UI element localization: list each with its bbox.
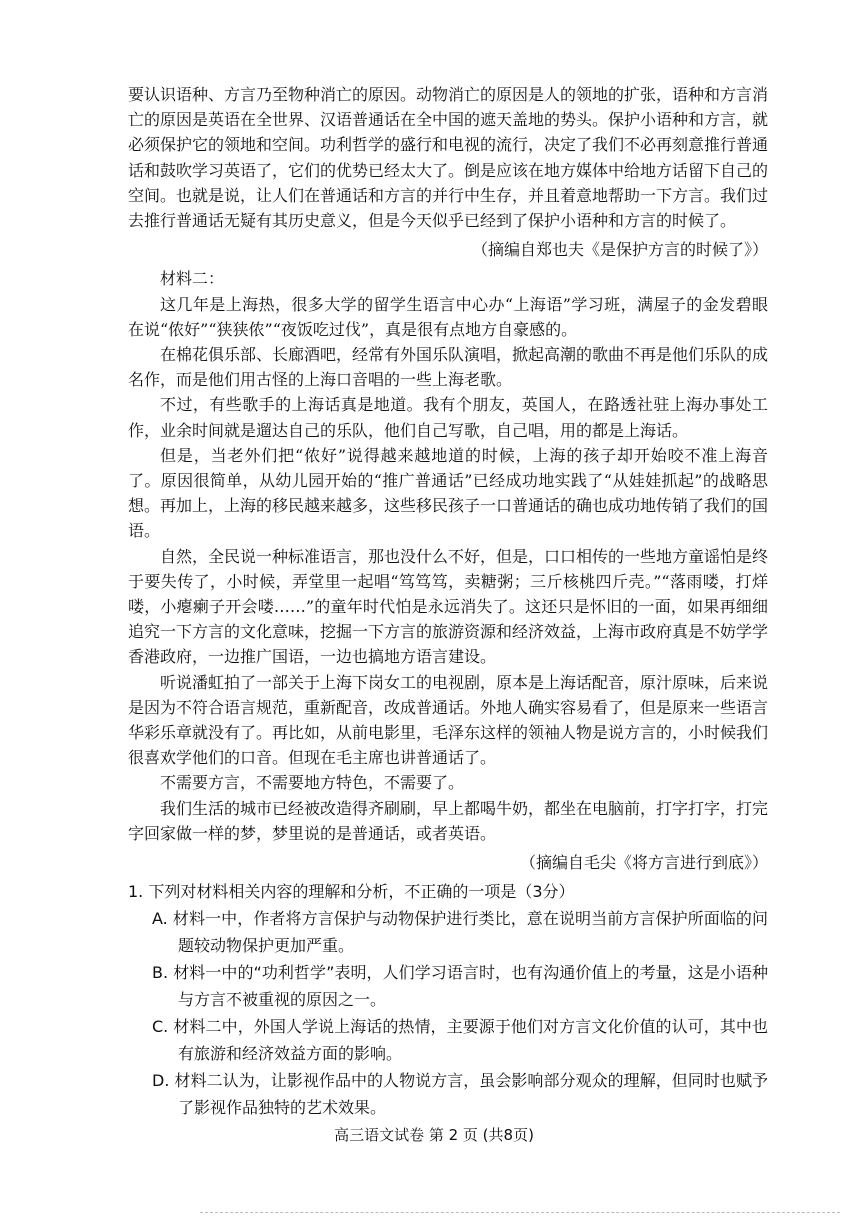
material1-source: （摘编自郑也夫《是保护方言的时候了》） xyxy=(471,240,768,260)
material2-paragraph: 不需要方言，不需要地方特色，不需要了。 xyxy=(160,773,465,793)
scan-edge-divider xyxy=(200,1212,840,1213)
material1-tail-paragraph: 要认识语种、方言乃至物种消亡的原因。动物消亡的原因是人的领地的扩张，语种和方言消亡的原因是英语在全世界、汉语普通话在全中国的遮天盖地的势头。保护小语种和方言，就必须保护它的领地和空间。功利哲学的盛行和电视的流行，决定了我们不必再刻意推行普通话和鼓吹学习英语了，它们的优势已经太大了。倒是应该在地方媒体中给地方话留下自己的空间。也就是说，让人们在普通话和方言的并行中生存，并且着意地帮助一下方言。我们过去推行普通话无疑有其历史意义，但是今天似乎已经到了保护小语种和方言的时候了。 xyxy=(128,85,769,231)
material2-paragraph: 听说潘虹拍了一部关于上海下岗女工的电视剧，原本是上海话配音，原汁原味，后来说是因为不符合语言规范，重新配音，改成普通话。外地人确实容易看了，但是原来一些语言华彩乐章就没有了。再比如，从前电影里，毛泽东这样的领袖人物是说方言的，小时候我们很喜欢学他们的口音。但现在毛主席也讲普通话了。 xyxy=(128,672,769,768)
page-footer: 高三语文试卷 第 2 页 (共8页) xyxy=(334,1126,534,1144)
question-1-option-d: D. 材料二认为，让影视作品中的人物说方言，虽会影响部分观众的理解，但同时也赋予了影视作品独特的艺术效果。 xyxy=(152,1071,768,1118)
question-1-option-b: B. 材料一中的“功利哲学”表明，人们学习语言时，也有沟通价值上的考量，这是小语种与方言不被重视的原因之一。 xyxy=(152,963,768,1010)
material2-paragraph: 但是，当老外们把“侬好”说得越来越地道的时候，上海的孩子却开始咬不准上海音了。原因很简单，从幼儿园开始的“推广普通话”已经成功地实践了“从娃娃抓起”的战略思想。再加上，上海的移民越来越多，这些移民孩子一口普通话的确也成功地传销了我们的国语。 xyxy=(128,445,769,541)
question-1 xyxy=(128,879,768,1121)
material2-source: （摘编自毛尖《将方言进行到底》） xyxy=(519,853,768,873)
question-1-option-c: C. 材料二中，外国人学说上海话的热情，主要源于他们对方言文化价值的认可，其中也有旅游和经济效益方面的影响。 xyxy=(152,1017,768,1064)
material2-heading: 材料二： xyxy=(160,269,225,289)
question-1-option-a: A. 材料一中，作者将方言保护与动物保护进行类比，意在说明当前方言保护所面临的问题较动物保护更加严重。 xyxy=(152,909,768,956)
material2-paragraph: 在棉花俱乐部、长廊酒吧，经常有外国乐队演唱，掀起高潮的歌曲不再是他们乐队的成名作，而是他们用古怪的上海口音唱的一些上海老歌。 xyxy=(128,345,769,390)
material2-paragraph: 自然，全民说一种标准语言，那也没什么不好，但是，口口相传的一些地方童谣怕是终于要失传了，小时候，弄堂里一起唱“笃笃笃，卖糖粥；三斤核桃四斤壳。”“落雨喽，打烊喽，小瘪瘌子开会喽……”的童年时代怕是永远消失了。这还只是怀旧的一面，如果再细细追究一下方言的文化意味，挖掘一下方言的旅游资源和经济效益，上海市政府真是不妨学学香港政府，一边推广国语，一边也搞地方语言建设。 xyxy=(128,546,769,667)
material2-paragraph: 不过，有些歌手的上海话真是地道。我有个朋友，英国人，在路透社驻上海办事处工作，业余时间就是遛达自己的乐队，他们自己写歌，自己唱，用的都是上海话。 xyxy=(128,395,768,440)
question-1-stem: 1. 下列对材料相关内容的理解和分析，不正确的一项是（3分） xyxy=(128,882,575,902)
material2-paragraph: 我们生活的城市已经被改造得齐刷刷，早上都喝牛奶，都坐在电脑前，打字打字，打完字回家做一样的梦，梦里说的是普通话，或者英语。 xyxy=(128,798,769,843)
material2-paragraph: 这几年是上海热，很多大学的留学生语言中心办“上海语”学习班，满屋子的金发碧眼在说“侬好”“狭狭侬”“夜饭吃过伐”，真是很有点地方自豪感的。 xyxy=(128,294,768,339)
article-body xyxy=(128,82,768,1121)
